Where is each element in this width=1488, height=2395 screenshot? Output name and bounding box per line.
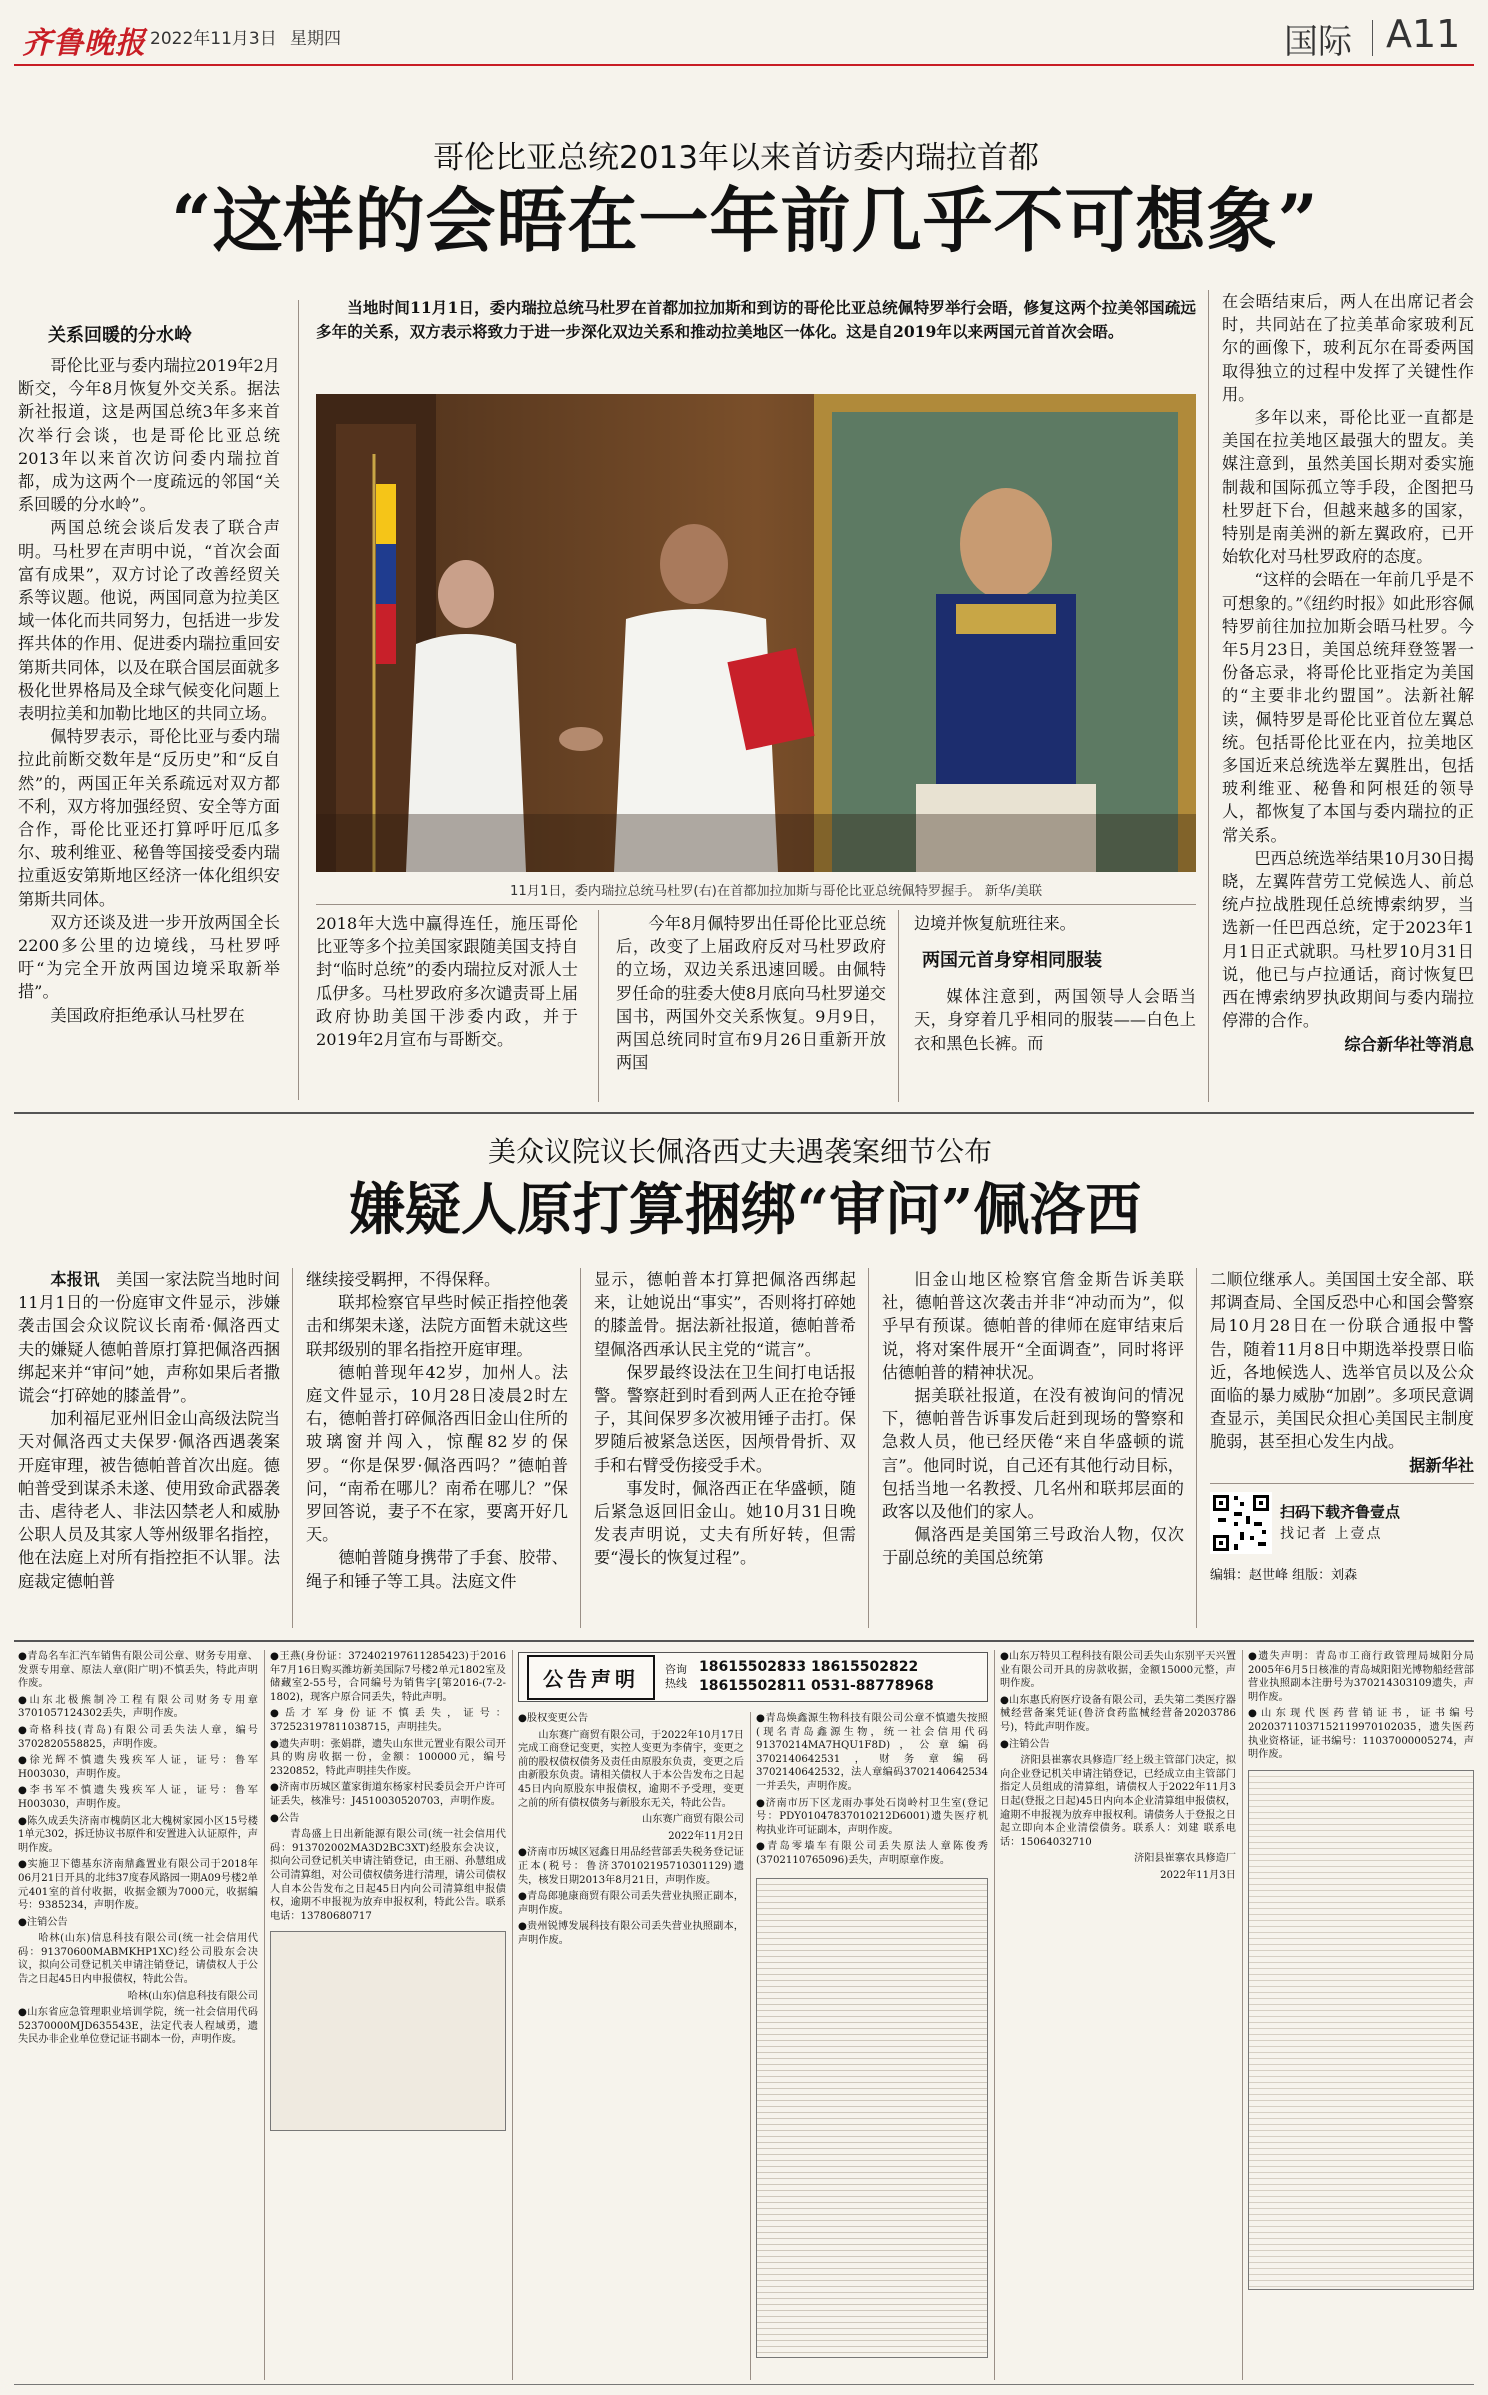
news-photo	[316, 394, 1196, 872]
article2-col1	[18, 1268, 280, 1593]
notice-item: 济阳县崔寨农具修造厂经上级主管部门决定，拟向企业登记机关申请注销登记，已经成立由主管部门指定人员组成的清算组，请债权人于2022年11月3日起(登报之日起)45日内向本企业清算组申报债权，逾期不申报视为放弃申报权利。请债务人于登报之日起立即向本企业清偿债务。联系人：刘建 联系电话：15064032710	[1000, 1755, 1236, 1848]
notice-item: ●注销公告	[1000, 1738, 1050, 1750]
paragraph: 加利福尼亚州旧金山高级法院当天对佩洛西丈夫保罗·佩洛西遇袭案开庭审理，被告德帕普首次出庭。德帕普受到谋杀未遂、使用致命武器袭击、虐待老人、非法囚禁老人和威胁公职人员及其家人等州级罪名指控，他在法庭上对所有指控拒不认罪。法庭裁定德帕普	[18, 1409, 280, 1591]
hotline-phones-1: 18615502833 18615502822	[699, 1659, 919, 1675]
paragraph: 佩特罗表示，哥伦比亚与委内瑞拉此前断交数年是“反历史”和“反自然”的，两国正年关系疏远对双方都不利，双方将加强经贸、安全等方面合作，哥伦比亚还打算呼吁厄瓜多尔、玻利维亚、秘鲁等国接受委内瑞拉重返安第斯地区经济一体化组织安第斯共同体。	[18, 727, 280, 909]
notice-item: ●徐光辉不慎遗失残疾军人证，证号：鲁军H003030，声明作废。	[18, 1755, 258, 1780]
notice-item: ●岳才军身份证不慎丢失，证号：372523197811038715，声明挂失。	[270, 1708, 506, 1733]
notices-col3	[518, 1712, 744, 1951]
qr-code-icon[interactable]	[1210, 1492, 1272, 1554]
qr-rule	[1210, 1483, 1474, 1484]
lead-text: 美国一家法院当地时间11月1日的一份庭审文件显示，涉嫌袭击国会众议院议长南希·佩洛西丈夫的嫌疑人德帕普原打算把佩洛西捆绑起来并“审问”她，声称如果后者撒谎会“打碎她的膝盖骨”。	[18, 1270, 281, 1406]
article-divider	[14, 1112, 1474, 1114]
article2-col4	[882, 1268, 1184, 1570]
notice-item: 2022年11月2日	[668, 1830, 744, 1842]
page-bottom-rule	[14, 2384, 1474, 2385]
paragraph: 边境并恢复航班往来。	[914, 914, 1076, 933]
caption-rule	[316, 904, 1196, 905]
notice-item: 哈林(山东)信息科技有限公司(统一社会信用代码：91370600MABMKHP1XC)经公司股东会决议，拟向公司登记机关申请注销登记，请债权人于公告之日起45日内申报债权，特此公告。	[18, 1933, 258, 1986]
paragraph: 双方还谈及进一步开放两国全长2200多公里的边境线，马杜罗呼吁“为完全开放两国边境采取新举措”。	[18, 912, 280, 1002]
article1-col4	[914, 912, 1196, 1055]
section-divider	[1372, 20, 1373, 56]
article2-headline: 嫌疑人原打算捆绑“审问”佩洛西	[348, 1177, 1142, 1243]
column-rule	[292, 1268, 293, 1628]
ad-box-placeholder	[1248, 1770, 1474, 2290]
subhead-relations: 关系回暖的分水岭	[48, 325, 192, 346]
qr-block[interactable]	[1210, 1492, 1474, 1554]
section-name: 国际	[1284, 22, 1352, 62]
paragraph: 旧金山地区检察官詹金斯告诉美联社，德帕普这次袭击并非“冲动而为”，似乎早有预谋。德帕普的律师在庭审结束后说，将对案件展开“全面调查”，同时将评估德帕普的精神状况。	[882, 1270, 1184, 1382]
newspaper-logo: 齐鲁晚报	[22, 26, 146, 61]
paragraph	[18, 1268, 280, 1407]
notices-col4	[756, 1712, 988, 2358]
paragraph: 二顺位继承人。美国国土安全部、联邦调查局、全国反恐中心和国会警察局10月28日在一份联合通报中警告，随着11月8日中期选举投票日临近，各地候选人、选举官员以及公众面临的暴力威胁“加剧”。多项民意调查显示，美国民众担心美国民主制度脆弱，甚至担心发生内战。	[1210, 1270, 1474, 1452]
column-rule	[598, 910, 599, 1102]
issue-weekday: 星期四	[290, 29, 341, 49]
notice-item: ●遗失声明：青岛市工商行政管理局城阳分局2005年6月5日核准的青岛城阳阳光博物船经营部营业执照副本注册号为370214303109遗失，声明作废。	[1248, 1651, 1474, 1703]
paragraph: 德帕普现年42岁，加州人。法庭文件显示，10月28日凌晨2时左右，德帕普打碎佩洛西旧金山住所的玻璃窗并闯入，惊醒82岁的保罗。“你是保罗·佩洛西吗？”德帕普问，“南希在哪儿？南希在哪儿？”保罗回答说，妻子不在家，要离开好几天。	[306, 1362, 568, 1545]
notice-item: ●山东省应急管理职业培训学院，统一社会信用代码52370000MJD635543E，法定代表人程域勇，遗失民办非企业单位登记证书副本一份，声明作废。	[18, 2007, 258, 2046]
article1-col3	[616, 912, 886, 1074]
notice-item: 山东赛广商贸有限公司	[642, 1814, 744, 1826]
notice-item: ●遗失声明：张娟群，遗失山东世元置业有限公司开具的购房收据一份，金额：100000元，编号2320852，特此声明挂失作废。	[270, 1738, 506, 1777]
notice-item: 山东赛广商贸有限公司，于2022年10月17日完成工商登记变更，实控人变更为李倩宇，变更之前的股权债权债务及责任由原股东负责，变更之后由新股东负责。请相关债权人于本公告发布之日起45日内向原股东申报债权，逾期不予受理，变更之前的所有债权债务与新股东无关，特此公告。	[518, 1729, 744, 1809]
hotline-label-2: 热线	[665, 1677, 687, 1690]
masthead-rule	[14, 64, 1474, 66]
article1-col5	[1222, 290, 1474, 1056]
paragraph: 在会晤结束后，两人在出席记者会时，共同站在了拉美革命家玻利瓦尔的画像下，玻利瓦尔在哥委两国取得独立的过程中发挥了关键性作用。	[1222, 292, 1474, 404]
paragraph: 继续接受羁押，不得保释。	[306, 1270, 501, 1289]
article1-headline: “这样的会晤在一年前几乎不可想象”	[171, 179, 1319, 262]
column-rule	[512, 1650, 513, 2380]
paragraph: 显示，德帕普本打算把佩洛西绑起来，让她说出“事实”，否则将打碎她的膝盖骨。据法新社报道，德帕普希望佩洛西承认民主党的“谎言”。	[594, 1270, 856, 1359]
notices-col6	[1248, 1650, 1474, 2290]
notice-item: ●山东北极熊制冷工程有限公司财务专用章3701057124302丢失，声明作废。	[18, 1694, 258, 1720]
notices-col1	[18, 1650, 258, 2050]
paragraph: 今年8月佩特罗出任哥伦比亚总统后，改变了上届政府反对马杜罗政府的立场，双边关系迅速回暖。由佩特罗任命的驻委大使8月底向马杜罗递交国书，两国外交关系恢复。9月9日，两国总统同时宣布9月26日重新开放两国	[616, 914, 886, 1073]
notice-item: ●陈久成丢失济南市槐荫区北大槐树家园小区15号楼1单元302，拆迁协议书原件和安置进入认证原件，声明作废。	[18, 1815, 258, 1854]
column-rule	[264, 1650, 265, 2380]
notice-item: ●李书军不慎遗失残疾军人证，证号：鲁军H003030，声明作废。	[18, 1785, 258, 1810]
paragraph: 巴西总统选举结果10月30日揭晓，左翼阵营劳工党候选人、前总统卢拉战胜现任总统博索纳罗，当选新一任巴西总统，定于2023年1月1日正式就职。马杜罗10月31日说，他已与卢拉通话，商讨恢复巴西在博索纳罗执政期间与委内瑞拉停滞的合作。	[1222, 848, 1474, 1031]
notice-item: ●注销公告	[18, 1916, 68, 1928]
column-rule	[1196, 1268, 1197, 1628]
dense-listing-placeholder	[756, 1878, 988, 2358]
byline: 综合新华社等消息	[1344, 1034, 1474, 1054]
notice-item: ●山东现代医药营销证书，证书编号20203711037152119970102035，遗失医药执业资格证，证书编号：11037000005274，声明作废。	[1248, 1708, 1474, 1761]
column-rule	[898, 910, 899, 1102]
article2-col2	[306, 1268, 568, 1593]
notice-item: ●山东万特贝工程科技有限公司丢失山东别平天兴置业有限公司开具的房款收据，金额15000元整，声明作废。	[1000, 1651, 1236, 1690]
notices-col5	[1000, 1650, 1236, 1886]
paragraph: 2018年大选中赢得连任，施压哥伦比亚等多个拉美国家跟随美国支持自封“临时总统”的委内瑞拉反对派人士瓜伊多。马杜罗政府多次谴责哥上届政府协助美国干涉委内政，并于2019年2月宣布与哥断交。	[316, 914, 578, 1050]
issue-date: 2022年11月3日	[150, 29, 277, 49]
column-rule	[750, 1712, 751, 2380]
notice-item: 哈林(山东)信息科技有限公司	[127, 1990, 258, 2002]
notice-item: ●贵州锐博发展科技有限公司丢失营业执照副本，声明作废。	[518, 1921, 744, 1946]
notice-item: ●青岛名车汇汽车销售有限公司公章、财务专用章、发票专用章、原法人章(阳广明)不慎丢失，特此声明作废。	[18, 1651, 258, 1690]
notices-divider	[14, 1640, 1474, 1642]
paragraph: 联邦检察官早些时候正指控他袭击和绑架未遂，法院方面暂未就这些联邦级别的罪名指控开庭审理。	[306, 1293, 568, 1359]
column-rule	[1242, 1650, 1243, 2380]
subhead-same-clothes: 两国元首身穿相同服装	[922, 950, 1102, 972]
paragraph: 美国政府拒绝承认马杜罗在	[50, 1005, 245, 1025]
column-rule	[868, 1268, 869, 1628]
article2-col5	[1210, 1268, 1474, 1583]
paragraph: 两国总统会谈后发表了联合声明。马杜罗在声明中说，“首次会面富有成果”，双方讨论了改善经贸关系等议题。他说，两国同意为拉美区域一体化而共同努力，包括进一步发挥共体的作用、促进委内瑞拉重回安第斯共同体，以及在联合国层面就多极化世界格局及全球气候变化问题上表明拉美和加勒比地区的共同立场。	[18, 518, 280, 724]
paragraph: 媒体注意到，两国领导人会晤当天，身穿着几乎相同的服装——白色上衣和黑色长裤。而	[914, 987, 1196, 1053]
notices-col2	[270, 1650, 506, 2131]
article1-col2	[316, 912, 578, 1051]
paragraph: 德帕普随身携带了手套、胶带、绳子和锤子等工具。法庭文件	[306, 1548, 568, 1591]
notice-item: ●实施卫下德基东济南鼎鑫置业有限公司于2018年06月21日开具的北纬37度春风路园一期A09号楼2单元401室的首付收据，收据金额为7000元，收据编号：9385234，声明作废。	[18, 1859, 258, 1912]
hotline-label-1: 咨询	[665, 1663, 687, 1676]
qr-caption-2: 找记者 上壹点	[1280, 1525, 1383, 1542]
paragraph: 事发时，佩洛西正在华盛顿，随后紧急返回旧金山。她10月31日晚发表声明说，丈夫有所好转，但需要“漫长的恢复过程”。	[594, 1478, 856, 1568]
article2-kicker: 美众议院议长佩洛西丈夫遇袭案细节公布	[487, 1135, 992, 1168]
notice-item: ●济南市历城区冠鑫日用品经营部丢失税务登记证正本(税号：鲁济370102195710301129)遗失，核发日期2013年8月21日，声明作废。	[518, 1847, 744, 1886]
notice-item: ●奇格科技(青岛)有限公司丢失法人章，编号3702820558825，声明作废。	[18, 1724, 258, 1750]
handshake-photo-illustration	[316, 394, 1196, 872]
notice-item: ●青岛郎驰康商贸有限公司丢失营业执照正副本，声明作废。	[518, 1891, 744, 1916]
notice-item: ●济南市历下区龙雨办事处石岗岭村卫生室(登记号：PDY01047837010212D6001)遗失医疗机构执业许可证副本，声明作废。	[756, 1797, 988, 1836]
notices-title: 公告声明	[527, 1655, 655, 1700]
notice-item: ●青岛零墙车有限公司丢失原法人章陈俊秀(3702110765096)丢失，声明原章作废。	[756, 1841, 988, 1866]
hotline-phones-2: 18615502811 0531-88778968	[699, 1678, 934, 1694]
notice-item: 2022年11月3日	[1160, 1869, 1236, 1881]
notice-item: ●青岛焕鑫源生物科技有限公司公章不慎遗失按照(现名青岛鑫源生物，统一社会信用代码91370214MA7HQU1F8D)，公章编码3702140642531，财务章编码3702140642532，法人章编码3702140642534一并丢失，声明作废。	[756, 1713, 988, 1792]
notice-item: ●山东惠氏府医疗设备有限公司，丢失第二类医疗器械经营备案凭证(鲁济食药监械经营备20203786号)，特此声明作废。	[1000, 1694, 1236, 1733]
notice-item: ●股权变更公告	[518, 1713, 589, 1724]
ad-box-placeholder	[270, 1931, 506, 2131]
column-rule	[994, 1650, 995, 2380]
article1-kicker: 哥伦比亚总统2013年以来首访委内瑞拉首都	[433, 140, 1039, 176]
qr-caption-1: 扫码下载齐鲁壹点	[1280, 1502, 1401, 1521]
photo-caption: 11月1日，委内瑞拉总统马杜罗(右)在首都加拉加斯与哥伦比亚总统佩特罗握手。 新华/美联	[510, 884, 1043, 899]
article1-col1	[18, 320, 280, 1027]
notice-item: ●王燕(身份证：372402197611285423)于2016年7月16日购买潍坊新美国际7号楼2单元1802室及储藏室2-55号，合同编号为销售字[第2016-(7-2-1802)，现客户原合同丢失，特此声明。	[270, 1651, 506, 1703]
article1-lead: 当地时间11月1日，委内瑞拉总统马杜罗在首都加拉加斯和到访的哥伦比亚总统佩特罗举行会晤，修复这两个拉美邻国疏远多年的关系，双方表示将致力于进一步深化双边关系和推动拉美地区一体化。这是自2019年以来两国元首首次会晤。	[316, 298, 1196, 341]
paragraph: 哥伦比亚与委内瑞拉2019年2月断交，今年8月恢复外交关系。据法新社报道，这是两国总统3年多来首次举行会谈，也是哥伦比亚总统2013年以来首次访问委内瑞拉首都，成为这两个一度疏远的邻国“关系回暖的分水岭”。	[18, 356, 280, 515]
notice-item: 济阳县崔寨农具修造厂	[1134, 1853, 1236, 1865]
paragraph: 佩洛西是美国第三号政治人物，仅次于副总统的美国总统第	[882, 1525, 1184, 1568]
column-rule	[580, 1268, 581, 1628]
lead-tag: 本报讯	[50, 1270, 100, 1289]
editor-credit: 编辑：赵世峰 组版：刘森	[1210, 1567, 1358, 1583]
paragraph: “这样的会晤在一年前几乎是不可想象的。”《纽约时报》如此形容佩特罗前往加拉加斯会晤马杜罗。今年5月23日，美国总统拜登签署一份备忘录，将哥伦比亚指定为美国的“主要非北约盟国”。法新社解读，佩特罗是哥伦比亚首位左翼总统。包括哥伦比亚在内，拉美地区多国近来总统选举左翼胜出，包括玻利维亚、秘鲁和阿根廷的领导人，都恢复了本国与委内瑞拉的正常关系。	[1222, 570, 1474, 845]
column-rule	[1208, 290, 1209, 1102]
notice-item: ●公告	[270, 1812, 300, 1824]
paragraph: 据美联社报道，在没有被询问的情况下，德帕普告诉事发后赶到现场的警察和急救人员，他已经厌倦“来自华盛顿的谎言”。他同时说，自己还有其他行动目标，包括当地一名教授、几名州和联邦层面的政客以及他们的家人。	[882, 1386, 1184, 1522]
column-rule	[298, 300, 299, 1100]
page-number: A11	[1386, 12, 1461, 56]
notice-item: 青岛盛上日出新能源有限公司(统一社会信用代码：913702002MA3D2BC3XT)经股东会决议，拟向公司登记机关申请注销登记，由王丽、孙慧组成公司清算组，对公司债权债务进行清理，请公司债权人自本公告发布之日起45日内向公司清算组申报债权，逾期不申报视为放弃申报权利，特此公告。联系电话：13780680717	[270, 1829, 506, 1922]
notices-header	[518, 1652, 988, 1702]
byline: 据新华社	[1409, 1455, 1474, 1475]
notice-item: ●济南市历城区董家街道东杨家村民委员会开户许可证丢失，核准号：J4510030520703，声明作废。	[270, 1782, 506, 1807]
paragraph: 多年以来，哥伦比亚一直都是美国在拉美地区最强大的盟友。美媒注意到，虽然美国长期对委实施制裁和国际孤立等手段，企图把马杜罗赶下台，但越来越多的国家，特别是南美洲的新左翼政府，已开始软化对马杜罗政府的态度。	[1222, 408, 1474, 567]
masthead	[0, 0, 1488, 76]
paragraph: 保罗最终设法在卫生间打电话报警。警察赶到时看到两人正在抢夺锤子，其间保罗多次被用锤子击打。保罗随后被紧急送医，因颅骨骨折、双手和右臂受伤接受手术。	[594, 1362, 856, 1475]
article2-col3	[594, 1268, 856, 1570]
